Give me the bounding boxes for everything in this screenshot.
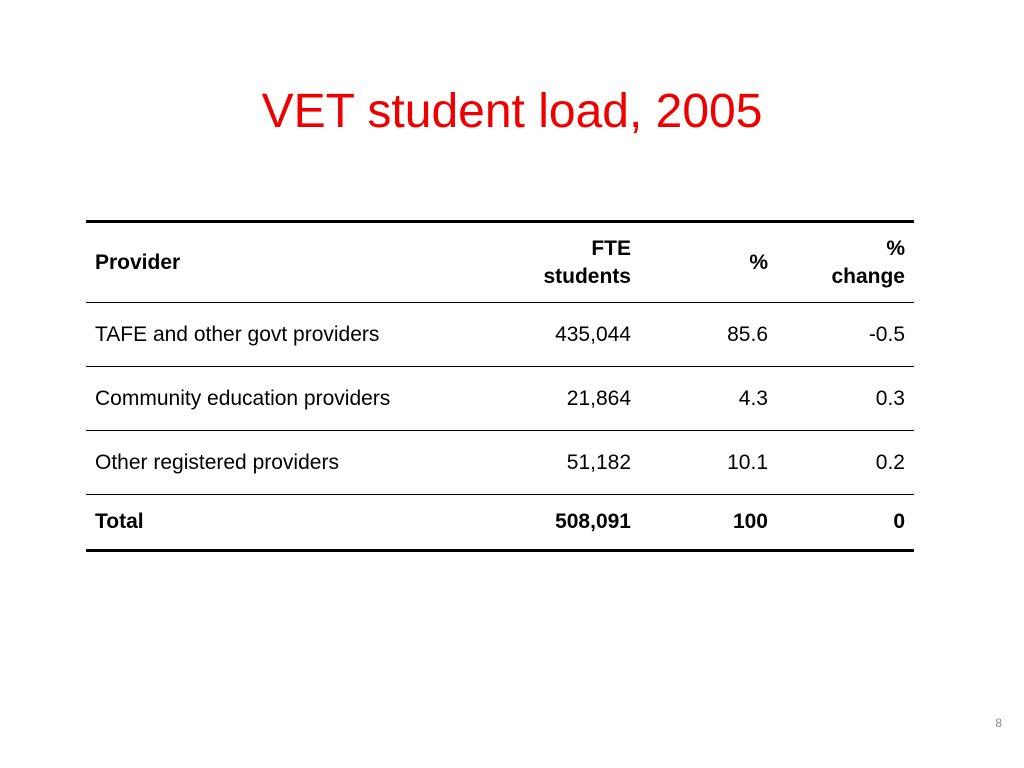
total-fte: 508,091 [555,510,631,533]
header-fte-line2: students [543,264,631,288]
header-fte-students [456,222,640,303]
header-fte-line1: FTE [591,237,631,261]
cell-change: 0.3 [875,386,905,410]
table-header-row [86,222,914,303]
table-total-row [86,495,914,551]
table-row [86,367,914,431]
cell-change: 0.2 [875,450,905,474]
slide-title: VET student load, 2005 [261,85,763,138]
cell-percent: 4.3 [738,386,768,410]
total-label: Total [95,510,144,533]
table-row [86,431,914,495]
header-change-line1: % [886,237,905,261]
header-change-line2: change [831,264,905,288]
cell-percent: 10.1 [727,450,768,474]
cell-fte: 435,044 [555,322,631,346]
header-percent-change [777,222,914,303]
cell-percent: 85.6 [727,322,768,346]
header-provider: Provider [95,250,181,274]
cell-provider: TAFE and other govt providers [95,322,380,346]
cell-fte: 21,864 [566,386,631,410]
cell-provider: Other registered providers [95,450,339,474]
student-load-table [86,220,914,552]
total-change: 0 [893,510,905,533]
total-percent: 100 [732,510,768,533]
page-number: 8 [995,716,1002,730]
header-percent: % [749,250,768,274]
cell-fte: 51,182 [566,450,631,474]
cell-change: -0.5 [868,322,905,346]
table-row [86,303,914,367]
cell-provider: Community education providers [95,386,391,410]
